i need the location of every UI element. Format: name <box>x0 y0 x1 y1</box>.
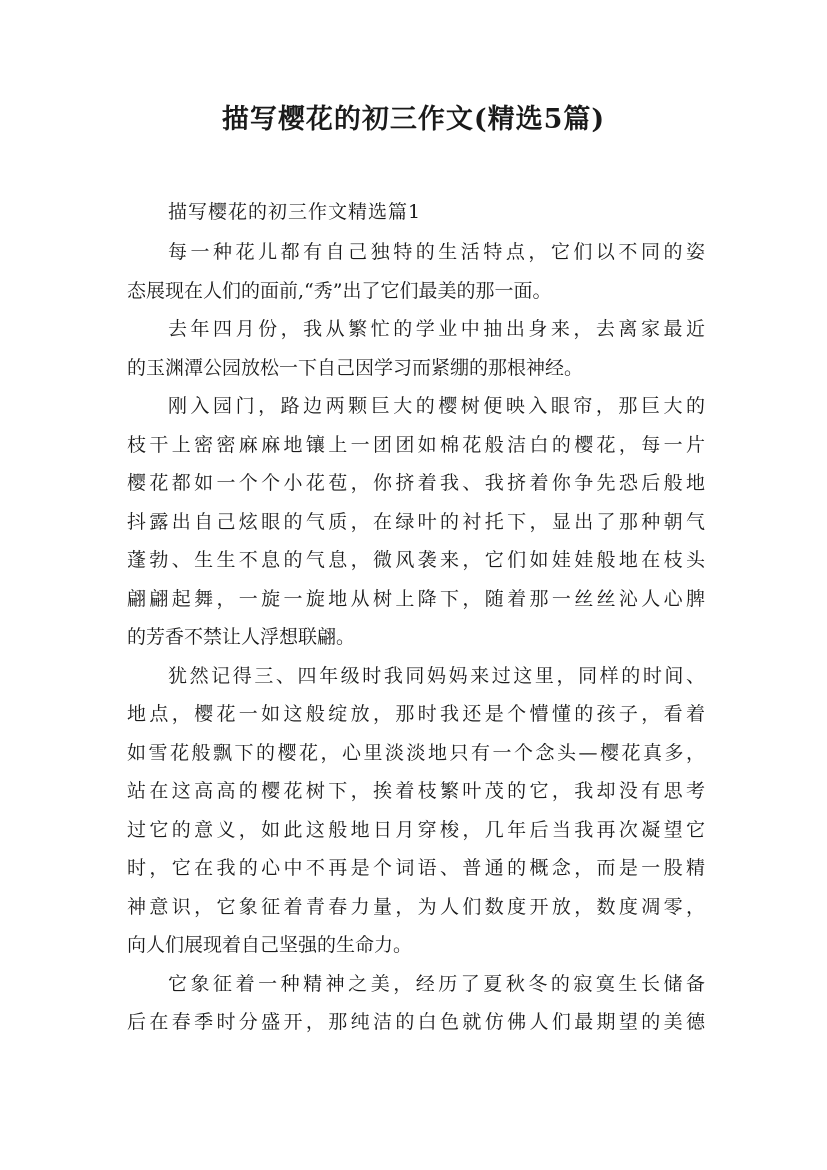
document-title: 描写樱花的初三作文(精选5篇) <box>221 104 606 135</box>
text-line: 它象征着一种精神之美，经历了夏秋冬的寂寞生长储备 <box>168 972 705 995</box>
text-line: 态展现在人们的面前,“秀”出了它们最美的那一面。 <box>127 279 552 302</box>
text-line: 蓬勃、生生不息的气息，微风袭来，它们如娃娃般地在枝头 <box>127 549 705 571</box>
text-line: 向人们展现着自己坚强的生命力。 <box>127 934 413 956</box>
text-line: 的芳香不禁让人浮想联翩。 <box>127 626 356 648</box>
text-line: 如雪花般飘下的樱花，心里淡淡地只有一个念头—樱花真多， <box>127 741 705 764</box>
body-text <box>127 233 705 1042</box>
text-line: 时，它在我的心中不再是个词语、普通的概念，而是一股精 <box>127 857 705 879</box>
text-line: 刚入园门，路边两颗巨大的樱树便映入眼帘，那巨大的 <box>168 395 705 417</box>
text-line: 去年四月份，我从繁忙的学业中抽出身来，去离家最近 <box>168 318 705 340</box>
text-line: 枝干上密密麻麻地镶上一团团如棉花般洁白的樱花，每一片 <box>127 433 705 456</box>
text-line: 的玉渊潭公园放松一下自己因学习而紧绷的那根神经。 <box>127 356 584 379</box>
text-line: 樱花都如一个个小花苞，你挤着我、我挤着你争先恐后般地 <box>127 472 705 494</box>
text-line: 翩翩起舞，一旋一旋地从树上降下，随着那一丝丝沁人心脾 <box>127 587 705 610</box>
text-line: 后在春季时分盛开，那纯洁的白色就仿佛人们最期望的美德 <box>127 1011 705 1033</box>
text-line: 神意识，它象征着青春力量，为人们数度开放，数度凋零， <box>127 895 705 918</box>
section-heading: 描写樱花的初三作文精选篇1 <box>168 201 422 223</box>
text-line: 地点，樱花一如这般绽放，那时我还是个懵懂的孩子，看着 <box>127 703 705 725</box>
text-line: 抖露出自己炫眼的气质，在绿叶的衬托下，显出了那种朝气 <box>127 510 705 533</box>
text-line: 每一种花儿都有自己独特的生活特点，它们以不同的姿 <box>168 241 705 263</box>
text-line: 过它的意义，如此这般地日月穿梭，几年后当我再次凝望它 <box>127 818 705 841</box>
text-line: 犹然记得三、四年级时我同妈妈来过这里，同样的时间、 <box>168 664 705 687</box>
text-line: 站在这高高的樱花树下，挨着枝繁叶茂的它，我却没有思考 <box>127 780 705 802</box>
